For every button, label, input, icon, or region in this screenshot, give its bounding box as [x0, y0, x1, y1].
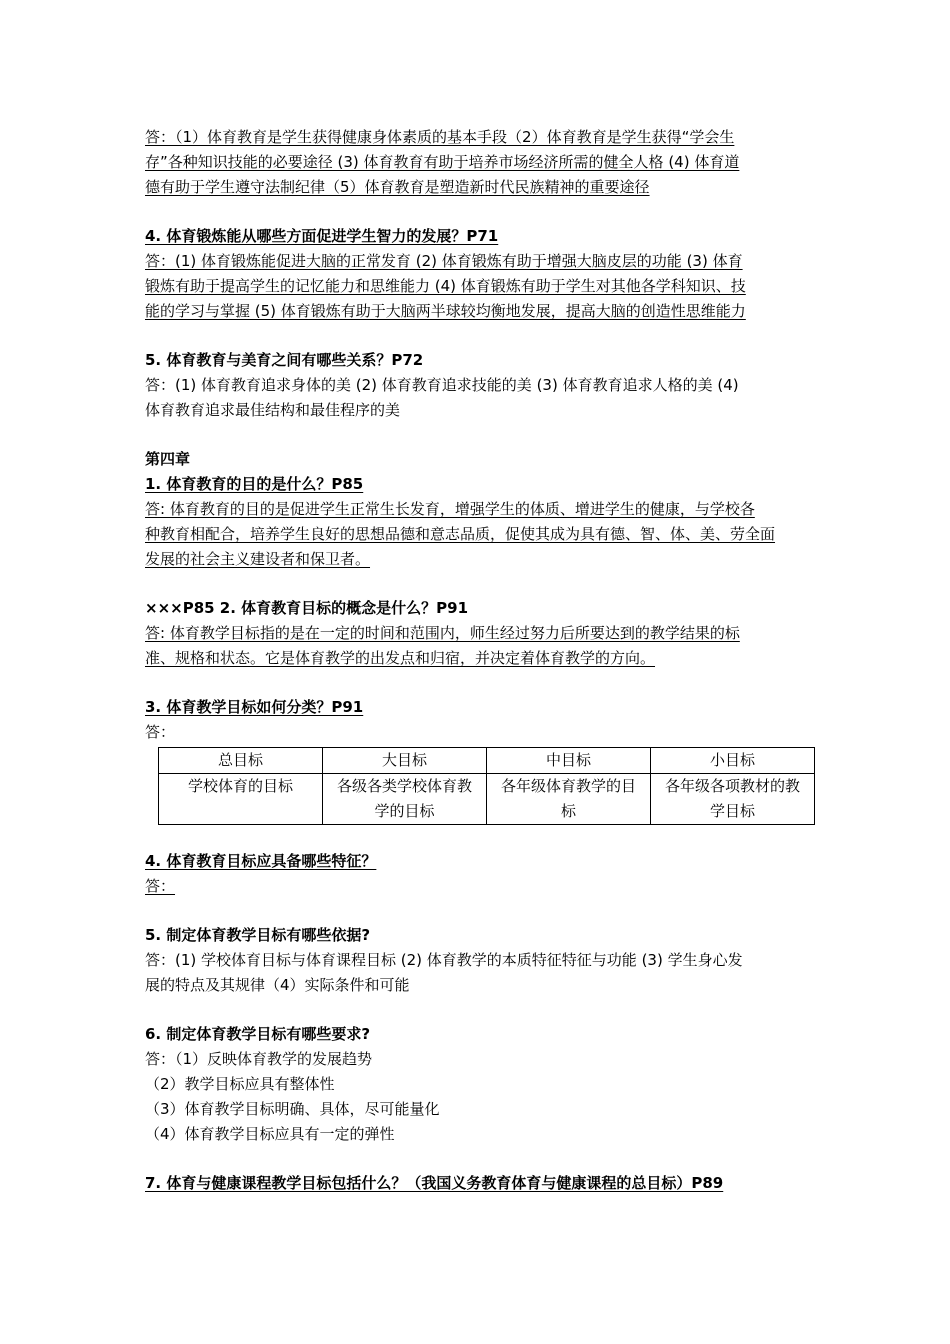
question-5-section [145, 348, 810, 423]
table-header-cell: 大目标 [323, 748, 487, 774]
ch4-question-5-answer-line-1: 答：(1) 学校体育目标与体育课程目标 (2) 体育教学的本质特征特征与功能 (3) 学生身心发 [145, 951, 743, 969]
ch4-question-1-answer-line-3: 发展的社会主义建设者和保卫者。 [145, 550, 371, 568]
table-cell-line: 各年级各项教材的教 [664, 777, 800, 795]
ch4-question-3-title: 3. 体育教学目标如何分类？P91 [145, 698, 364, 716]
ch4-question-6-answer-line-3: （3）体育教学目标明确、具体，尽可能量化 [145, 1100, 440, 1118]
ch4-question-6-answer-line-4: （4）体育教学目标应具有一定的弹性 [145, 1125, 395, 1143]
table-cell-line: 学目标 [709, 802, 755, 820]
table-header-row [159, 748, 815, 774]
question-5-answer-line-2: 体育教育追求最佳结构和最佳程序的美 [145, 401, 401, 419]
table-cell-line: 学的目标 [374, 802, 435, 820]
table-header-cell: 总目标 [159, 748, 323, 774]
chapter-4-section [145, 447, 810, 1196]
goal-classification-table [158, 747, 815, 825]
ch4-question-1-answer-line-2: 种教育相配合，培养学生良好的思想品德和意志品质，促使其成为具有德、智、体、美、劳全面 [145, 525, 776, 543]
question-5-answer-line-1: 答：(1) 体育教育追求身体的美 (2) 体育教育追求技能的美 (3) 体育教育追求人格的美 (4) [145, 376, 739, 394]
table-cell-line: 各级各类学校体育教 [336, 777, 472, 795]
ch4-question-5-answer-line-2: 展的特点及其规律（4）实际条件和可能 [145, 976, 410, 994]
intro-line-3: 德有助于学生遵守法制纪律（5）体育教育是塑造新时代民族精神的重要途径 [145, 178, 650, 196]
table-header-cell: 中目标 [487, 748, 651, 774]
table-cell-line: 标 [560, 802, 576, 820]
table-header-cell: 小目标 [651, 748, 815, 774]
table-cell [487, 774, 651, 825]
ch4-question-6-answer-line-2: （2）教学目标应具有整体性 [145, 1075, 335, 1093]
document-page [145, 125, 810, 1196]
intro-line-1: 答：（1）体育教育是学生获得健康身体素质的基本手段（2）体育教育是学生获得“学会生 [145, 128, 735, 146]
ch4-question-2-answer-line-1: 答: 体育教学目标指的是在一定的时间和范围内，师生经过努力后所要达到的教学结果的标 [145, 624, 740, 642]
question-4-answer-line-2: 锻炼有助于提高学生的记忆能力和思维能力 (4) 体育锻炼有助于学生对其他各学科知识、技 [145, 277, 746, 295]
ch4-question-7-title: 7. 体育与健康课程教学目标包括什么？（我国义务教育体育与健康课程的总目标）P89 [145, 1174, 724, 1192]
intro-answer [145, 125, 810, 200]
intro-line-2: 存”各种知识技能的必要途径 (3) 体育教育有助于培养市场经济所需的健全人格 (4) 体育道 [145, 153, 740, 171]
table-cell [323, 774, 487, 825]
ch4-question-5-title: 5. 制定体育教学目标有哪些依据? [145, 926, 371, 944]
ch4-question-2-answer-line-2: 准、规格和状态。它是体育教学的出发点和归宿，并决定着体育教学的方向。 [145, 649, 656, 667]
question-4-answer-line-1: 答：(1) 体育锻炼能促进大脑的正常发育 (2) 体育锻炼有助于增强大脑皮层的功能 (3) 体育 [145, 252, 743, 270]
table-cell [159, 774, 323, 825]
question-4-title: 4. 体育锻炼能从哪些方面促进学生智力的发展？P71 [145, 227, 499, 245]
ch4-question-6-answer-line-1: 答：（1）反映体育教学的发展趋势 [145, 1050, 373, 1068]
ch4-question-6-title: 6. 制定体育教学目标有哪些要求? [145, 1025, 371, 1043]
table-row [159, 774, 815, 825]
ch4-question-4-title: 4. 体育教育目标应具备哪些特征？ [145, 852, 377, 870]
question-4-section [145, 224, 810, 324]
table-cell [651, 774, 815, 825]
ch4-question-1-title: 1. 体育教育的目的是什么？P85 [145, 475, 364, 493]
question-4-answer-line-3: 能的学习与掌握 (5) 体育锻炼有助于大脑两半球较均衡地发展，提高大脑的创造性思维能力 [145, 302, 746, 320]
ch4-question-1-answer-line-1: 答: 体育教育的目的是促进学生正常生长发育，增强学生的体质、增进学生的健康，与学校各 [145, 500, 755, 518]
chapter-heading: 第四章 [145, 450, 191, 468]
ch4-question-4-answer-label: 答： [145, 877, 176, 895]
ch4-question-2-title: ×××P85 2. 体育教育目标的概念是什么？P91 [145, 599, 469, 617]
question-5-title: 5. 体育教育与美育之间有哪些关系？P72 [145, 351, 424, 369]
ch4-question-3-answer-label: 答： [145, 723, 176, 741]
table-cell-line: 学校体育的目标 [187, 777, 293, 795]
table-cell-line: 各年级体育教学的目 [500, 777, 636, 795]
